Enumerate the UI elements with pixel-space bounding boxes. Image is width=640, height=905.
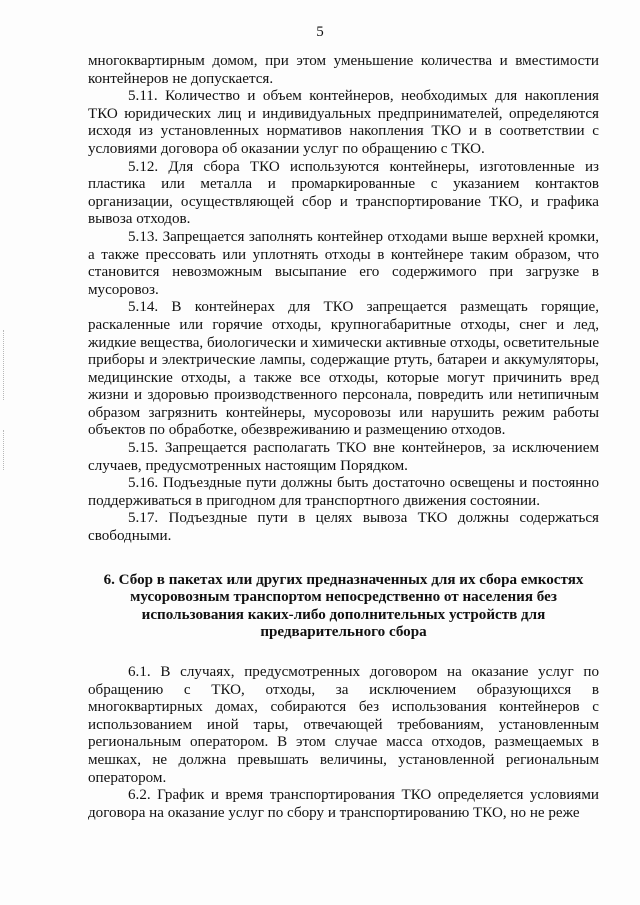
section-heading-line: предварительного сбора bbox=[260, 624, 427, 641]
paragraphs-before-section bbox=[88, 53, 599, 546]
page-number: 5 bbox=[316, 24, 324, 40]
document-body bbox=[88, 53, 599, 822]
paragraph-5-14: 5.14. В контейнерах для ТКО запрещается размещать горящие, раскаленные или горячие отходы, крупногабаритные отходы, снег и лед, жидкие вещества, биологически и химически активные отходы, осветительные приборы и электрические лампы, содержащие ртуть, батареи и аккумуляторы, медицинские отходы, а также все отходы, которые могут причинить вред жизни и здоровью производственного персонала, повредить или нетипичным образом загрязнить контейнеры, мусоровозы или нарушить режим работы объектов по обработке, обезвреживанию и размещению отходов. bbox=[88, 299, 600, 439]
section-heading-line: мусоровозным транспортом непосредственно от населения без bbox=[130, 589, 557, 606]
paragraph-5-16: 5.16. Подъездные пути должны быть достаточно освещены и постоянно поддерживаться в пригодном для транспортного движения состоянии. bbox=[88, 475, 599, 509]
paragraph-6-1: 6.1. В случаях, предусмотренных договором на оказание услуг по обращению с ТКО, отходы, за исключением образующихся в многоквартирных домах, собираются без использования контейнеров с использованием иной тары, отвечающей требованиям, установленным региональным оператором. В этом случае масса отходов, размещаемых в мешках, не должна превышать величины, установленной региональным оператором. bbox=[88, 664, 599, 786]
paragraph-5-13: 5.13. Запрещается заполнять контейнер отходами выше верхней кромки, а также прессовать или уплотнять отходы в контейнере таким образом, что становится невозможным высыпание его содержимого при загрузке в мусоровоз. bbox=[88, 228, 599, 298]
section-heading bbox=[88, 572, 599, 642]
paragraphs-after-section bbox=[88, 664, 599, 822]
section-heading-line: 6. Сбор в пакетах или других предназначенных для их сбора емкостях bbox=[103, 571, 584, 588]
paragraph-5-12: 5.12. Для сбора ТКО используются контейнеры, изготовленные из пластика или металла и промаркированные с указанием контактов организации, осуществляющей сбор и транспортирование ТКО, и графика вывоза отходов. bbox=[88, 158, 599, 228]
section-heading-line: использования каких-либо дополнительных устройств для bbox=[141, 606, 546, 623]
scan-margin-artifact bbox=[3, 330, 6, 400]
paragraph-6-2: 6.2. График и время транспортирования ТКО определяется условиями договора на оказание услуг по сбору и транспортированию ТКО, но не реже bbox=[88, 787, 599, 821]
paragraph-5-17: 5.17. Подъездные пути в целях вывоза ТКО должны содержаться свободными. bbox=[88, 510, 599, 545]
paragraph-5-15: 5.15. Запрещается располагать ТКО вне контейнеров, за исключением случаев, предусмотренных настоящим Порядком. bbox=[88, 440, 599, 474]
paragraph-5-11: 5.11. Количество и объем контейнеров, необходимых для накопления ТКО юридических лиц и индивидуальных предпринимателей, определяются исходя из установленных нормативов накопления ТКО и в соответствии с условиями договора об оказании услуг по обращению с ТКО. bbox=[88, 88, 599, 157]
scan-margin-artifact bbox=[3, 430, 6, 470]
paragraph-continuation: многоквартирным домом, при этом уменьшение количества и вместимости контейнеров не допускается. bbox=[88, 53, 599, 87]
